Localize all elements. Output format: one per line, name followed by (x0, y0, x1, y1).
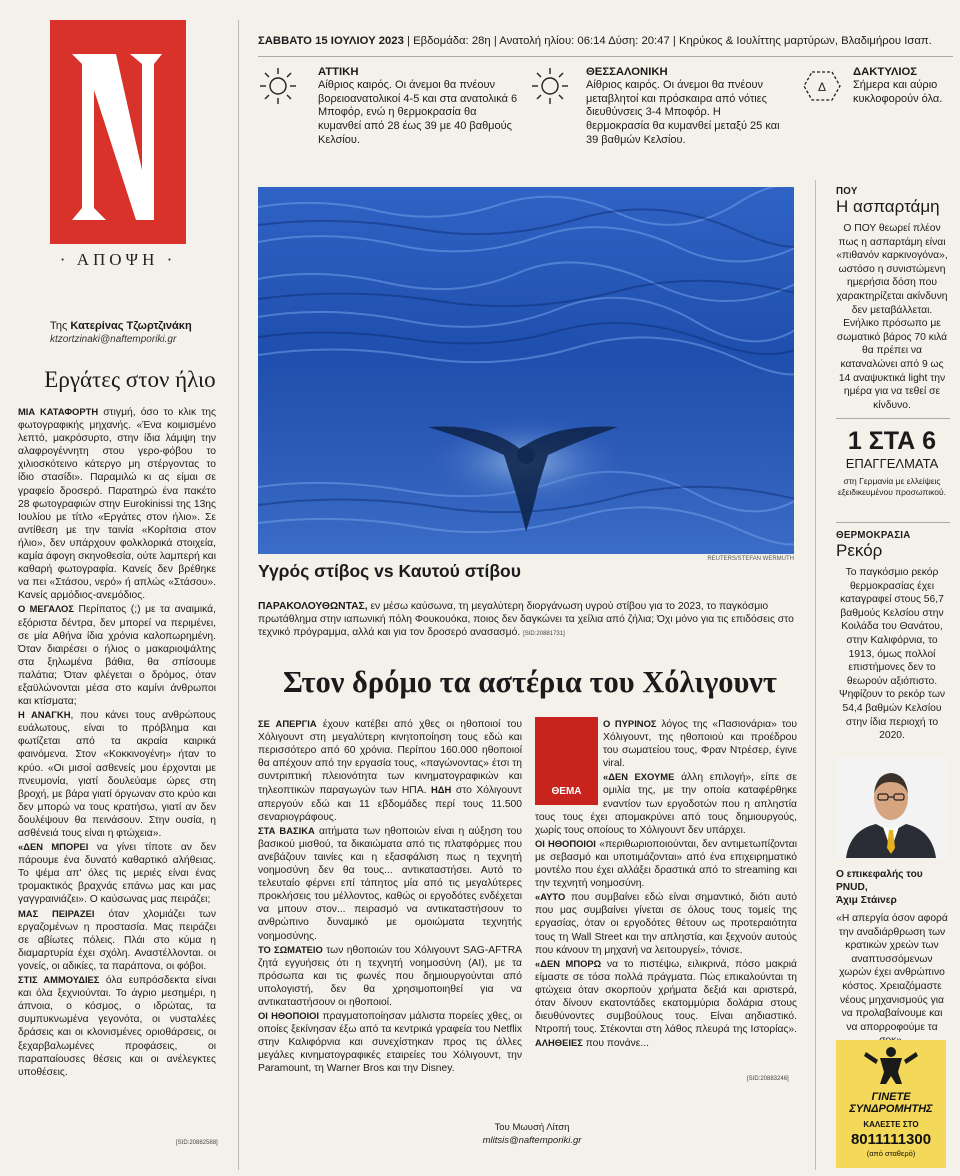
theme-tag-spacer (535, 717, 603, 807)
author-email[interactable]: ktzortzinaki@naftemporiki.gr (50, 334, 177, 345)
paragraph-text: στο Χόλιγουντ απεργούν εδώ και 11 εβδομάδες περί τους 11.500 σεναριογράφους. (258, 785, 522, 823)
name-days: Κηρύκος & Ιουλίττης μαρτύρων, Βλαδιμήρου Ισαπ. (678, 35, 932, 47)
paragraph-text: «περιθωριοποιούνται, δεν αντιμετωπίζονται με σεβασμό και υποτιμάζονται» από ένα επιχειρηματικό μοντέλο που έχει αλλάξει δραστικά από το streaming και την τεχνητή νοημοσύνη. (535, 838, 797, 890)
subscription-ad-graphic (836, 1040, 946, 1168)
author-prefix: Της (50, 320, 68, 332)
n-letter-logo (50, 20, 186, 244)
paragraph (258, 1009, 522, 1075)
author-byline (50, 319, 230, 347)
sidebar-stat (836, 426, 948, 498)
ad-title-2: ΣΥΝΔΡΟΜΗΤΗΣ (849, 1103, 933, 1115)
photo-caption (258, 600, 794, 642)
weather-ring (853, 66, 958, 106)
subscription-ad[interactable] (836, 1040, 946, 1168)
ad-phone[interactable]: 8011111300 (850, 1131, 932, 1148)
sidebar-kicker: ΠΟΥ (836, 186, 858, 197)
paragraph-text: πραγματοποίησαν μάλιστα πορείες χθες, οι οποίες ξεκίνησαν έξω από τα κεντρικά γραφεία του Netflix στην Καλιφόρνια και συνεχίστηκαν προς τις άλλες μεγάλες κινηματογραφικές εταιρείες του Χόλιγουντ, την Paramount, τη Warner Bros και την Disney. (258, 1011, 523, 1075)
paragraph-lead: ΟΙ ΗΘΟΠΟΙΟΙ (535, 837, 596, 849)
paragraph-lead: ΜΙΑ ΚΑΤΑΦΟΡΤΗ (18, 406, 99, 417)
newspaper-logo (50, 20, 186, 244)
swimmer-underwater-image (258, 187, 794, 554)
paragraph-lead: ΟΙ ΗΘΟΠΟΙΟΙ (258, 1010, 320, 1022)
paragraph-text: αιτήματα των ηθοποιών είναι η αύξηση του βασικού μισθού, τα δικαιώματα από τις πλατφόρμες που ανεβάζουν ταινίες και η εξασφάλιση πως η τεχνητή νοημοσύνη δεν θα τους... αντικαταστήσει. Αυτό το τελευταίο φέρνει επί τάπητος μία από τις μεγαλύτερες προκλήσεις του μέλλοντος, καθώς οι εργοδότες ενδέχεται να μπουν στον... πειρασμό να αντικαταστήσουν το ανθρώπινο δυναμικό με ομοιώματα τεχνητής νοημοσύνης. (258, 825, 522, 942)
sun-times: Ανατολή ηλίου: 06:14 Δύση: 20:47 (499, 35, 670, 47)
article-author-name: Μωυσή Λίτση (512, 1122, 570, 1133)
paragraph-text: όλα ευπρόσδεκτα είναι και όλα ξεχνιούνται. Το άγριο μεσημέρι, η άπνοια, ο κόσμος, ο ιδρώτας, τα συμπυκνωμένα γεγονότα, οι νυσταλέες δράσεις και οι κλονισμένες οριοθάρσεις, οι ξεχαρβαλωμένες προφάσεις, οι παραπαίουσες θέσεις και οι ανέλεγκτες υποθέσεις. (18, 975, 217, 1078)
ring-badge: Δ (817, 80, 827, 94)
paragraph (535, 837, 797, 890)
weather-icon-attica (258, 66, 298, 111)
weather-text: Αίθριος καιρός. Οι άνεμοι θα πνέουν βορειοανατολικοί 4-5 και στα ανατολικά 6 Μποφόρ, ενώ η θερμοκρασία θα κυμανθεί από 28 έως 39 με 40 βαθμούς Κελσίου. (318, 79, 518, 146)
paragraph-text: που συμβαίνει εδώ είναι σημαντικό, διότι αυτό που μας συμβαίνει γίνεται σε όλους τους τομείς της εργασίας, όταν οι εργοδότες θέτουν ως προτεραιότητα τους τη Wall Street και την απληστία, και ξεχνούν αυτούς που κάνουν τη μηχανή να λειτουργεί», τόνισε. (535, 892, 797, 956)
column-divider (238, 20, 239, 1170)
paragraph-text: των ηθοποιών του Χόλιγουντ SAG-AFTRA ζητά εγγυήσεις ότι η τεχνητή νοημοσύνη (AI), με τα πρόσωπα και τις φωνές που δημιουργούνται από υπολογιστή, δεν θα χρησιμοποιηθεί για να αντικαταστήσουν οι ηθοποιοί. (258, 944, 522, 1008)
paragraph (258, 824, 522, 943)
article-sid: [SID:20883246] (747, 1076, 789, 1082)
weather-region: ΔΑΚΤΥΛΙΟΣ (853, 66, 918, 78)
column-sid: [SID:20882588] (176, 1140, 218, 1146)
sidebar-text: Ο ΠΟΥ θεωρεί πλέον πως η ασπαρτάμη είναι «πιθανόν καρκινογόνα», ωστόσο η συνιστώμενη ημερήσια δόση που χαρακτηρίζεται ακίνδυνη δεν μεταβάλλεται. Ενήλικο πρόσωπο με σωματικό βάρος 70 κιλά θα πρέπει να καταναλώνει από 9 ως 14 αναψυκτικά light την ημέρα για να τεθεί σε κίνδυνο. (836, 223, 948, 411)
person-caption (836, 868, 948, 907)
sidebar-text: Το παγκόσμιο ρεκόρ θερμοκρασίας έχει καταγραφεί στους 56,7 βαθμούς Κελσίου στην Κοιλάδα του Θανάτου, στην Καλιφόρνια, το 1913, όμως πολλοί επιστήμονες δεν το θεωρούν αξιόπιστο. Ψηφίζουν το ρεκόρ των 54,4 βαθμών Κελσίου στην ίδια περιοχή το 2020. (838, 567, 946, 742)
paragraph-text: λόγος της «Πασιονάρια» του Χόλιγουντ, της ηθοποιού και προέδρου του σωματείου τους, Φραν Ντρέσερ, έγινε viral. (603, 719, 797, 770)
traffic-ring-icon (802, 68, 842, 104)
paragraph-text: Περίπατος (;) με τα αναιμικά, εξόριστα δέντρα, δεν μπορεί να περιμένει, σε μία Αθήνα ίδια χρόνια καλοπωρημένη. Όταν διαιρέσει ο ήλιος ο μακαριοψάλτης στα ξηλωμένα βάθια, θα σπίσουμε παλάτια; Όταν φλέγεται ο δρόμος, όταν εξαϋλώνονται μέσα στο καμίνι άνθρωποι και κτίσματα; (18, 604, 216, 708)
article-author (432, 1121, 632, 1147)
photo-title: Υγρός στίβος vs Καυτού στίβου (258, 561, 521, 581)
section-label: · ΑΠΟΨΗ · (59, 250, 177, 269)
paragraph-lead: ΑΛΗΘΕΙΕΣ (535, 1037, 583, 1049)
paragraph (18, 973, 216, 1079)
paragraph (18, 708, 216, 840)
paragraph-lead: ΣΤΙΣ ΑΜΜΟΥΔΙΕΣ (18, 974, 100, 986)
paragraph-lead: Ο ΜΕΓΑΛΟΣ (18, 603, 74, 615)
man-portrait-image (836, 758, 946, 858)
column-body (18, 405, 216, 1079)
weather-text: Αίθριος καιρός. Οι άνεμοι θα πνέουν μεταβλητοί και πρόσκαιρα από νότιες διευθύνσεις 3-4 Μποφόρ. Η θερμοκρασία θα κυμανθεί μεταξύ 25 και 39 βαθμών Κελσίου. (586, 79, 780, 146)
paragraph (18, 405, 216, 602)
weather-icon-thessaloniki (530, 66, 570, 111)
weather-region: ΑΤΤΙΚΗ (318, 66, 359, 78)
week-number: Εβδομάδα: 28η (413, 35, 491, 47)
weather-thessaloniki (586, 66, 786, 148)
dateline: ΣΑΒΒΑΤΟ 15 ΙΟΥΛΙΟΥ 2023 | Εβδομάδα: 28η | Ανατολή ηλίου: 06:14 Δύση: 20:47 | Κηρύκος & Ιουλίττης μαρτύρων, Βλαδιμήρου Ισαπ. (258, 35, 932, 47)
article-author-email[interactable]: mlitsis@naftemporiki.gr (482, 1135, 582, 1146)
paragraph-text: στιγμή, όσο το κλικ της φωτογραφικής μηχανής. «Ένα κοιμισμένο λεπτό, μακρόσυρτο, στην ίδια λάμψη την αλαφρογέννητη στου γερο-φόβου το χιλιοσκότεινο κάτεργο μη στέργοντας το ίδιο στασίδι». Παραμιλώ κι ας είμαι σε γραφείο δροσερό. Παρατηρώ ένα πακέτο 28 φωτογραφιών στην Eurokinissi της 13ης Ιουλίου με τίτλο «Εργάτες στον ήλιο». Σε αντίθεση με την ταινία «Κορίτσια στον ήλιο», δεν υπάρχουν φολκλορικά στοιχεία, καμία άφογη σκηνοθεσία, ούτε λαμπερή και καθαρή φωτογραφία. Κανείς δεν βρέθηκε να πει «Στάσου, νερό» ή απλώς «Στάσου». Κανείς αρμόδιος-ανεμόδιος. (18, 407, 216, 602)
caption-lead: ΠΑΡΑΚΟΛΟΥΘΩΝΤΑΣ, (258, 601, 368, 612)
article-column-right (535, 717, 797, 1050)
sun-icon (258, 66, 298, 106)
author-name: Κατερίνας Τζωρτζινάκη (70, 320, 192, 332)
section-name: ΑΠΟΨΗ (76, 250, 159, 269)
sidebar-temperature (836, 530, 948, 743)
weather-text: Σήμερα και αύριο κυκλοφορούν όλα. (853, 79, 943, 105)
caption-text: εν μέσω καύσωνα, τη μεγαλύτερη διοργάνωση υγρού στίβου για το 2023, το παγκόσμιο πρωτάθλημα στην ιαπωνική πόλη Φουκουόκα, ποιος δεν δαγκώνει τα χείλια από ζήλια; Όχι μόνο για τις επιδόσεις στο τεχνικό πρόγραμμα, αλλά και για τον δροσερό ανασασμό. (258, 601, 794, 639)
article-headline: Στον δρόμο τα αστέρια του Χόλιγουντ (283, 665, 777, 699)
paragraph (258, 943, 522, 1009)
paragraph-lead: «ΔΕΝ ΜΠΟΡΕΙ (18, 841, 89, 853)
paragraph-lead: ΣΕ ΑΠΕΡΓΙΑ (258, 718, 317, 729)
dateline-rule (258, 56, 953, 57)
paragraph-lead: Η ΑΝΑΓΚΗ (18, 709, 71, 721)
caption-sid: [SID:20881731] (523, 631, 565, 638)
weather-attica (318, 66, 518, 148)
sidebar-rule (836, 418, 950, 419)
sidebar-title: Ρεκόρ (836, 541, 883, 560)
paragraph (535, 957, 797, 1051)
sun-icon (530, 66, 570, 106)
paragraph (535, 890, 797, 956)
sidebar-divider (815, 180, 816, 1170)
weather-icon-ring (802, 68, 842, 109)
article-author-prefix: Του (494, 1122, 510, 1133)
person-name: Άχιμ Στάινερ (836, 895, 897, 906)
paragraph-lead: ΣΤΑ ΒΑΣΙΚΑ (258, 824, 315, 836)
swimmer-photo (258, 187, 794, 554)
paragraph-text: που πονάνε... (582, 1038, 649, 1050)
sidebar-title: Η ασπαρτάμη (836, 197, 940, 216)
paragraph-lead: Ο ΠΥΡΙΝΟΣ (603, 718, 657, 729)
person-portrait (836, 758, 946, 858)
paragraph (258, 717, 522, 824)
paragraph-lead: ΗΔΗ (431, 784, 452, 796)
person-quote: «Η απεργία όσον αφορά την αναδιάρθρωση των κρατικών χρεών των αναπτυσσόμενων χωρών έχει ανθρώπινο κόστος. Χρειαζόμαστε νέους μηχανισμούς για να προλαβαίνουμε και να απορροφούμε τα (836, 913, 948, 1033)
paragraph-lead: ΜΑΣ ΠΕΙΡΑΖΕΙ (18, 907, 95, 919)
paragraph-text: να γίνει τίποτε αν δεν πάρουμε ένα δυνατό καθαρτικό αλήθειας. Το ψέμα απ' όλες τις μεριές είναι ένας τρομακτικός βραχνάς επάνω μας και μας γαγγραινιάζει». Ο καύσωνας μας πειράζει; (18, 842, 216, 906)
paragraph (18, 602, 216, 708)
stat-label: ΕΠΑΓΓΕΛΜΑΤΑ (845, 456, 939, 471)
stat-text: στη Γερμανία με ελλείψεις εξειδικευμένου προσωπικού. (837, 476, 947, 497)
sidebar-kicker: ΘΕΡΜΟΚΡΑΣΙΑ (836, 530, 911, 541)
paragraph-lead: ΤΟ ΣΩΜΑΤΕΙΟ (258, 943, 323, 955)
article-column-left (258, 717, 522, 1076)
sidebar-who (836, 186, 948, 412)
person-label: Ο επικεφαλής του PNUD, (836, 869, 923, 893)
weather-region: ΘΕΣΣΑΛΟΝΙΚΗ (586, 66, 668, 78)
paragraph (18, 840, 216, 906)
theme-tag-label: ΘΕΜΑ (551, 786, 582, 797)
date: ΣΑΒΒΑΤΟ 15 ΙΟΥΛΙΟΥ 2023 (258, 35, 404, 47)
column-title: Εργάτες στον ήλιο (44, 367, 216, 392)
paragraph-text: , που κάνει τους ανθρώπους ευάλωτους, είναι το πρόβλημα και φωτίζεται από τα ακραία καιρικά φαινόμενα. Στον «Κοκκινογένη» ήταν το κρύο. «Οι μισοί ασθενείς μου έρχονται με πνευμονία, γιατί δουλεύαμε ώρες στη βροχή, με βάρα γιατί όργωναν στο κρύο και δεν μπορώ να τους κρατήσω, γιατί αν δεν δουλέψουν θα πεινάσουν. Στην ουσία, η ασθένειά τους είναι η φτώχεια». (18, 710, 216, 839)
stat-number: 1 ΣΤΑ 6 (847, 427, 937, 455)
photo-credit: REUTERS/STEFAN WERMUTH (707, 556, 794, 562)
paragraph-lead: «ΔΕΝ ΜΠΟΡΩ (535, 957, 602, 969)
paragraph-lead: «ΑΥΤΟ (535, 891, 566, 903)
sidebar-rule (836, 522, 950, 523)
paragraph-text: όταν χλομιάζει των εργαζομένων η προστασία. Μας πειράζει σε αβίωτες πόλεις. Πλάι στο κύμα η διαμαρτυρία έχει σχόλη. Αναστέλλονται. οι γονείς, οι αδικίες, τα παράπονα, οι φόβοι. (18, 908, 216, 972)
ad-title-1: ΓΙΝΕΤΕ (871, 1091, 911, 1103)
paragraph-text: έχουν κατέβει από χθες οι ηθοποιοί του Χόλιγουντ στη μεγαλύτερη κινητοποίηση τους εδώ και περισσότερο από 60 χρόνια. Περίπου 160.000 ηθοποιοί θα απέχουν από την εργασία τους, «παγώνοντας» έτσι τη συντριπτική πλειονότητα των κινηματογραφικών και τηλεοπτικών παραγωγών των ΗΠΑ. (258, 719, 522, 797)
paragraph (18, 907, 216, 973)
ad-note: (από σταθερό) (866, 1149, 916, 1158)
ad-call: ΚΑΛΕΣΤΕ ΣΤΟ (863, 1120, 919, 1129)
paragraph-text: άλλη επιλογή», είπε σε ομιλία της, με την οποία καταφέρθηκε εναντίον των εργοδοτών που η απληστία τους τους έχει απομακρύνει από τους δημιουργούς, χωρίς τους οποίους το Χόλιγουντ δεν υπάρχει. (535, 772, 797, 836)
paragraph-text: να το πιστέψω, ειλικρινά, πόσο μακριά είμαστε σε τόσα πολλά πράγματα. Πώς επικαλούνται τη φτώχεια όταν σκορπούν χρήματα δεξιά και αριστερά, όταν δίνουν εκατοντάδες εκατομμύρια δολάρια στους διευθύνοντες συμβούλους τους. Είναι αηδιαστικό. Ντροπή τους. Στέκονται στη λάθος πλευρά της Ιστορίας». (535, 958, 797, 1036)
paragraph-lead: «ΔΕΝ ΕΧΟΥΜΕ (603, 771, 675, 783)
